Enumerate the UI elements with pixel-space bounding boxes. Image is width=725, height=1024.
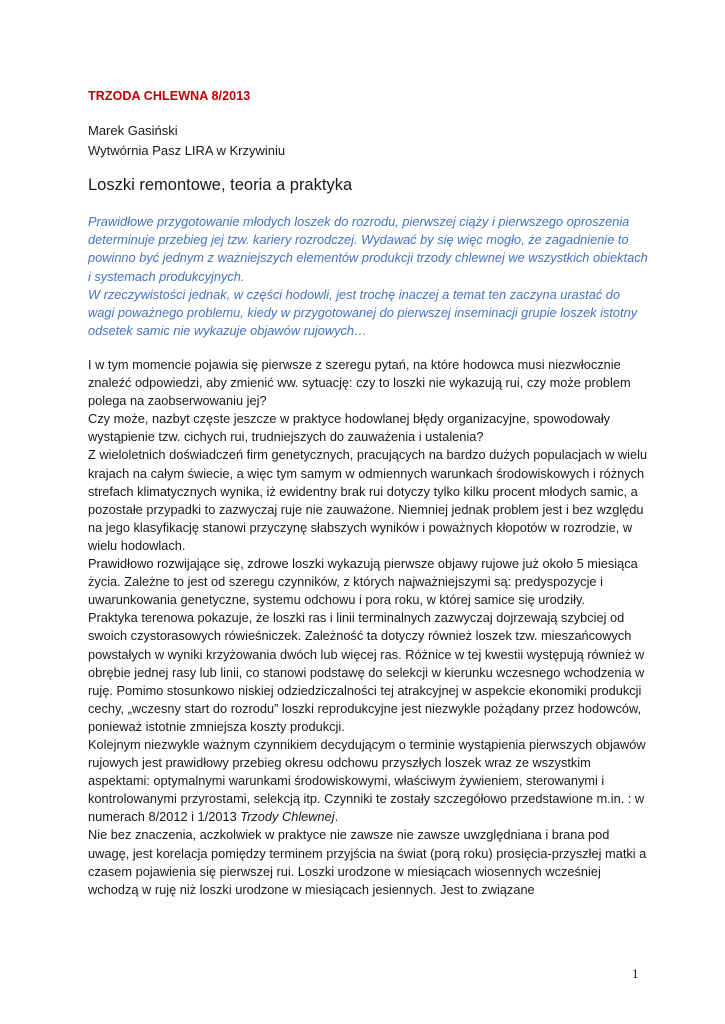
body-paragraph: Nie bez znaczenia, aczkolwiek w praktyce nie zawsze nie zawsze uwzględniana i brana pod uwagę, jest korelacja pomiędzy terminem przyjścia na świat (porą roku) prosięcia-przyszłej matki a czasem pojawienia się pierwszej rui. Loszki urodzone w miesiącach wiosennych wcześniej wchodzą w ruję niż loszki urodzone w miesiącach jesiennych. Jest to związane xyxy=(88,827,647,897)
body-paragraph: Kolejnym niezwykle ważnym czynnikiem decydującym o terminie wystąpienia pierwszych objawów rujowych jest prawidłowy przebieg okresu odchowu przyszłych loszek wraz ze wszystkim aspektami: optymalnymi warunkami środowiskowymi, właściwym żywieniem, sterowanymi i kontrolowanymi przyrostami, selekcją itp. Czynniki te zostały szczegółowo przedstawione m.in. : w numerach 8/2012 i 1/2013 Trzody Chlewnej. xyxy=(88,736,646,825)
lead-text: W rzeczywistości jednak, w części hodowli, jest trochę inaczej a temat ten zaczyna urastać do wagi poważnego problemu, kiedy w przygotowanej do pierwszej inseminacji grupie loszek istotny odsetek samic nie wykazuje objawów rujowych… xyxy=(88,286,638,339)
author-block xyxy=(88,121,285,161)
author-name: Marek Gasiński xyxy=(88,123,178,138)
journal-header: TRZODA CHLEWNA 8/2013 xyxy=(88,89,251,103)
body-paragraph: Czy może, nazbyt częste jeszcze w praktyce hodowlanej błędy organizacyjne, spowodowały wystąpienie tzw. cichych rui, trudniejszych do zauważenia i ustalenia? xyxy=(88,411,611,445)
body-paragraph: I w tym momencie pojawia się pierwsze z szeregu pytań, na które hodowca musi niezwłocznie znaleźć odpowiedzi, aby zmienić ww. sytuację: czy to loszki nie wykazują rui, czy może problem polega na zaobserwowaniu jej? xyxy=(88,357,631,409)
article-body xyxy=(88,356,648,899)
lead-paragraph xyxy=(88,213,648,340)
body-paragraph: Prawidłowo rozwijające się, zdrowe loszki wykazują pierwsze objawy rujowe już około 5 miesiąca życia. Zależne to jest od szeregu czynników, z których najważniejszymi są: predyspozycje i uwarunkowania genetyczne, systemu odchowu i pora roku, w której samice się urodziły. xyxy=(88,556,638,608)
lead-text: Prawidłowe przygotowanie młodych loszek do rozrodu, pierwszej ciąży i pierwszego oproszenia determinuje przebieg jej tzw. kariery rozrodczej. Wydawać by się więc mogło, że zagadnienie to powinno być jednym z ważniejszych elementów produkcji trzody chlewnej we wszystkich obiektach i systemach produkcyjnych. xyxy=(88,214,648,284)
author-affiliation: Wytwórnia Pasz LIRA w Krzywiniu xyxy=(88,143,286,158)
journal-name-italic: Trzody Chlewnej xyxy=(240,809,335,825)
article-title: Loszki remontowe, teoria a praktyka xyxy=(88,176,353,194)
page-number: 1 xyxy=(632,966,639,981)
body-paragraph: Praktyka terenowa pokazuje, że loszki ras i linii terminalnych zazwyczaj dojrzewają szybciej od swoich czystorasowych rówieśniczek. Zależność ta dotyczy również loszek tzw. mieszańcowych powstałych w wyniki krzyżowania dwóch lub więcej ras. Różnice w tej kwestii występują również w obrębie jednej rasy lub linii, co stanowi podstawę do selekcji w kierunku wczesnego wchodzenia w ruję. Pomimo stosunkowo niskiej odziedziczalności tej atrakcyjnej w aspekcie ekonomiki produkcji cechy, „wczesny start do rozrodu” loszki reprodukcyjne jest niezwykle pożądany przez hodowców, ponieważ istotnie zmniejsza koszty produkcji. xyxy=(88,610,645,734)
body-paragraph: Z wieloletnich doświadczeń firm genetycznych, pracujących na bardzo dużych populacjach w wielu krajach na całym świecie, a więc tym samym w odmiennych warunkach środowiskowych i różnych strefach klimatycznych wynika, iż ewidentny brak rui dotyczy tylko kilku procent młodych samic, a pozostałe przypadki to zazwyczaj ruje nie zauważone. Niemniej jednak problem jest i bez względu na jego klasyfikację stanowi przyczynę słabszych wyników i poważnych kłopotów w rozrodzie, w wielu hodowlach. xyxy=(88,447,648,553)
body-text: Kolejnym niezwykle ważnym czynnikiem decydującym o terminie wystąpienia pierwszych objawów rujowych jest prawidłowy przebieg okresu odchowu przyszłych loszek wraz ze wszystkim aspektami: optymalnymi warunkami środowiskowymi, właściwym żywieniem, sterowanymi i kontrolowanymi przyrostami, selekcją itp. Czynniki te zostały szczegółowo przedstawione m.in. : w numerach 8/2012 i 1/2013 xyxy=(88,736,646,825)
